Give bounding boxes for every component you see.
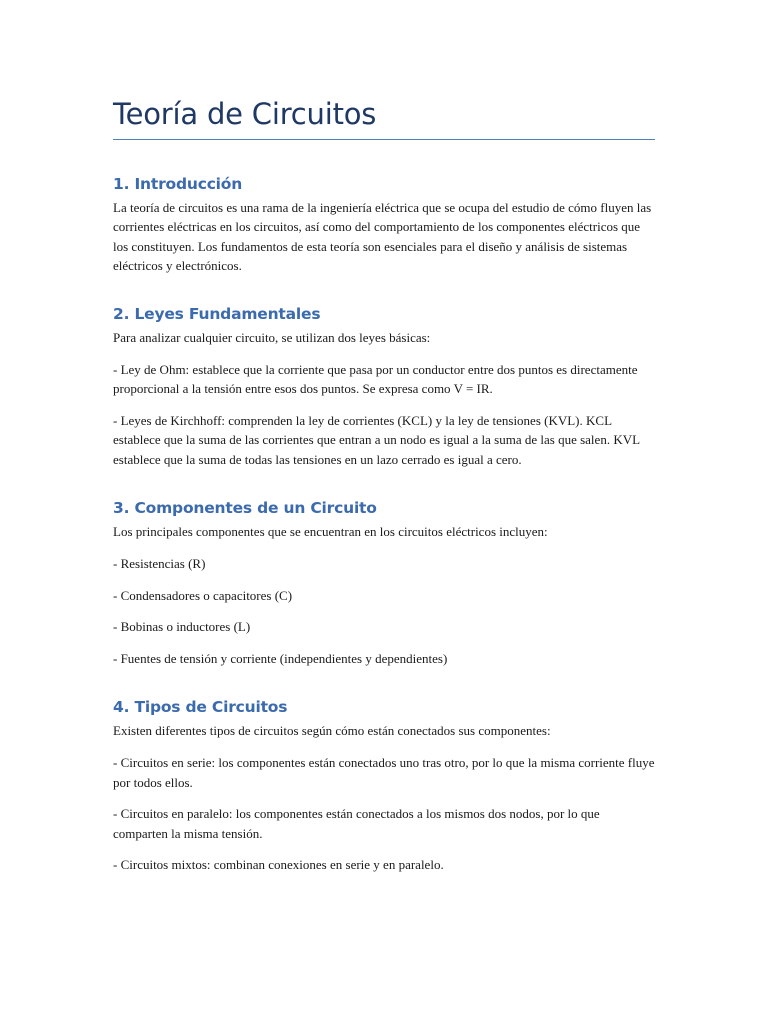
- section-leyes-fundamentales: [113, 304, 655, 469]
- paragraph: Existen diferentes tipos de circuitos según cómo están conectados sus componentes:: [113, 723, 551, 739]
- paragraph: La teoría de circuitos es una rama de la ingeniería eléctrica que se ocupa del estudio de cómo fluyen las corrientes eléctricas en los circuitos, así como del comportamiento de los componentes eléctricos que los constituyen. Los fundamentos de esta teoría son esenciales para el diseño y análisis de sistemas eléctricos y electrónicos.: [113, 200, 652, 273]
- paragraph: Para analizar cualquier circuito, se utilizan dos leyes básicas:: [113, 330, 431, 346]
- document-title: Teoría de Circuitos: [113, 96, 655, 140]
- section-heading: 2. Leyes Fundamentales: [113, 305, 321, 324]
- section-componentes: [113, 498, 655, 668]
- list-item: - Resistencias (R): [113, 555, 206, 571]
- paragraph: - Leyes de Kirchhoff: comprenden la ley de corrientes (KCL) y la ley de tensiones (KVL). KCL establece que la suma de las corrientes que entran a un nodo es igual a la suma de las que salen. KVL establece que la suma de todas las tensiones en un lazo cerrado es igual a cero.: [113, 413, 640, 467]
- paragraph: - Ley de Ohm: establece que la corriente que pasa por un conductor entre dos puntos es directamente proporcional a la tensión entre esos dos puntos. Se expresa como V = IR.: [113, 361, 638, 397]
- section-tipos-de-circuitos: [113, 697, 655, 874]
- list-item: - Bobinas o inductores (L): [113, 619, 251, 635]
- paragraph: Los principales componentes que se encuentran en los circuitos eléctricos incluyen:: [113, 523, 548, 539]
- section-introduccion: [113, 174, 655, 275]
- section-heading: 1. Introducción: [113, 175, 243, 193]
- list-item: - Circuitos mixtos: combinan conexiones en serie y en paralelo.: [113, 857, 444, 873]
- section-heading: 4. Tipos de Circuitos: [113, 698, 288, 717]
- list-item: - Condensadores o capacitores (C): [113, 587, 293, 603]
- list-item: - Fuentes de tensión y corriente (independientes y dependientes): [113, 651, 448, 667]
- list-item: - Circuitos en serie: los componentes están conectados uno tras otro, por lo que la misma corriente fluye por todos ellos.: [113, 755, 655, 790]
- document-page: [113, 96, 655, 875]
- list-item: - Circuitos en paralelo: los componentes están conectados a los mismos dos nodos, por lo que comparten la misma tensión.: [113, 806, 600, 841]
- section-heading: 3. Componentes de un Circuito: [113, 498, 377, 517]
